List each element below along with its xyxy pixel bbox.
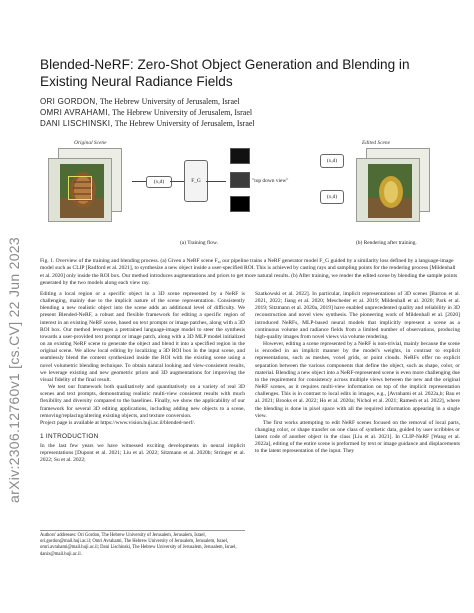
- ray-sample-node: (x,d): [146, 176, 172, 188]
- flow-arrow: [170, 181, 184, 182]
- blend-node: (x,d): [320, 154, 344, 168]
- edited-image: [368, 164, 412, 218]
- abstract-paragraph: We test our framework both qualitatively and quantitatively on a variety of real 3D scenes and text prompts, demonstrating realistic multi-view consistent results with much flexibility and diversity compared to the baselines. Finally, we show the applicability of our framework for several 3D editing applications, including adding new objects to a scene, removing/replacing/altering existing objects, and texture conversion.: [40, 384, 245, 419]
- render-thumb: [230, 196, 250, 212]
- subcaption-b: (b) Rendering after training.: [356, 240, 417, 246]
- arxiv-stamp: arXiv:2306.12760v1 [cs.CV] 22 Jun 2023: [6, 237, 22, 503]
- blend-node: (x,d): [320, 190, 344, 204]
- body-paragraph: However, editing a scene represented by a NeRF is non-trivial, mainly because the scene is encoded in an implicit manner by the model's weights, in contrast to explicit representations, such as meshes, voxel grids, or point clouds. NeRFs offer no explicit separation between the various components that define the object, such as shape, color, or material. Blending a new object into a NeRF-represented scene is even more challenging due to the requirement for consistency across multiple views between the new and the original NeRF scenes, as it requires multi-view information on top of the implicit representation challenges. This is in contrast to local edits in images, e.g., [Avrahami et al. 2022a,b; Bau et al. 2021; Brooks et al. 2022; Ho et al. 2020a; Nichol et al. 2021; Ramesh et al. 2022], where the blending is done in pixel space with all the required information appearing in a single view.: [255, 341, 460, 419]
- original-scene-label: Original Scene: [74, 140, 107, 146]
- right-column: [255, 291, 460, 456]
- roi-box: [68, 176, 92, 200]
- overview-figure: [40, 138, 460, 256]
- author-entry: OMRI AVRAHAMI, The Hebrew University of Jerusalem, Israel: [40, 108, 253, 117]
- author-entry: ORI GORDON, The Hebrew University of Jerusalem, Israel: [40, 97, 240, 106]
- left-column: [40, 291, 245, 465]
- flow-arrow: [206, 181, 226, 182]
- body-paragraph: Szatkowski et al. 2022]. In particular, implicit representations of 3D scenes [Barron et al. 2021, 2022; Jiang et al. 2020; Mescheder et al. 2019; Mildenhall et al. 2020; Park et al. 2019; Sitzmann et al. 2020a, 2019] have enabled unprecedented quality and reliability in 3D reconstruction and novel view synthesis. The pioneering work of Mildenhall et al. [2020] introduced NeRFs, MLP-based neural models that implicitly represent a scene as a continuous volume and radiance fields from a limited number of observations, producing high-quality images from novel views via volume rendering.: [255, 291, 460, 340]
- figure-caption: Fig. 1. Overview of the training and blending process. (a) Given a NeRF scene F₀, our pipeline trains a NeRF generator model F_G guided by a similarity loss defined by a language-image model such as CLIP [Radford et al. 2021], to synthesize a new object inside a user-specified ROI. This is achieved by casting rays and sampling points for the rendering process [Mildenhall et al. 2020] only inside the ROI box. Our method introduces augmentations and priors to get more natural results. (b) After training, we render the edited scene by blending the sample points generated by the two models along each view ray.: [40, 258, 458, 287]
- author-list: [40, 96, 460, 129]
- render-thumb: [230, 172, 250, 188]
- original-scene-cube: [48, 148, 130, 230]
- edited-scene-cube: [356, 148, 438, 230]
- authors-footnote: Authors' addresses: Ori Gordon, The Hebrew University of Jerusalem, Jerusalem, Israel, ori.gordon@mail.huji.ac.il; Omri Avrahami, The Hebrew University of Jerusalem, Jerusalem, Israel, omri.avrahami@mail.huji.ac.il; Dani Lischinski, The Hebrew University of Jerusalem, Jerusalem, Israel, danix@mail.huji.ac.il.: [40, 530, 245, 558]
- project-page-link[interactable]: Project page is available at https://www.vision.huji.ac.il/blended-nerf/.: [40, 419, 196, 426]
- author-entry: DANI LISCHINSKI, The Hebrew University of Jerusalem, Israel: [40, 119, 255, 128]
- subcaption-a: (a) Training flow.: [180, 240, 218, 246]
- abstract-paragraph: Editing a local region or a specific object in a 3D scene represented by a NeRF is challenging, mainly due to the implicit nature of the scene representation. Consistently blending a new realistic object into the scene adds an additional level of difficulty. We present Blended-NeRF, a robust and flexible framework for editing a specific region of interest in an existing NeRF scene, based on text prompts or image patches, along with a 3D ROI box. Our method leverages a pretrained language-image model to steer the synthesis towards a user-provided text prompt or image patch, along with a 3D MLP model initialized on an existing NeRF scene to generate the object and blend it into a specified region in the original scene. We allow local editing by localizing a 3D ROI box in the input scene, and seamlessly blend the content synthesized inside the ROI with the existing scene using a novel volumetric blending technique. To obtain natural looking and view-consistent results, we leverage existing and new geometric priors and 3D augmentations for improving the visual fidelity of the final result.: [40, 291, 245, 383]
- render-thumb: [230, 148, 250, 164]
- intro-paragraph: In the last few years we have witnessed exciting developments in neural implicit representations [Dupont et al. 2021; Liu et al. 2022; Sitzmann et al. 2020b; Stringer et al. 2022; Su et al. 2022;: [40, 443, 245, 464]
- edited-scene-label: Edited Scene: [362, 140, 390, 146]
- body-paragraph: The first works attempting to edit NeRF scenes focused on the removal of local parts, changing color, or shape transfer on one class of synthetic data, guided by user scribbles or latent code of another object in the class [Liu et al. 2021]. In CLIP-NeRF [Wang et al. 2022a], editing of the entire scene is preformed by text or image guidance and displacements to the latent representation of the input. They: [255, 419, 460, 455]
- text-prompt: "top down view": [252, 178, 289, 184]
- flow-arrow: [132, 181, 146, 182]
- section-heading: 1 INTRODUCTION: [40, 432, 99, 440]
- nerf-generator-block: F_G: [184, 160, 208, 202]
- paper-title: Blended-NeRF: Zero-Shot Object Generation and Blending in Existing Neural Radiance Fields: [40, 57, 410, 89]
